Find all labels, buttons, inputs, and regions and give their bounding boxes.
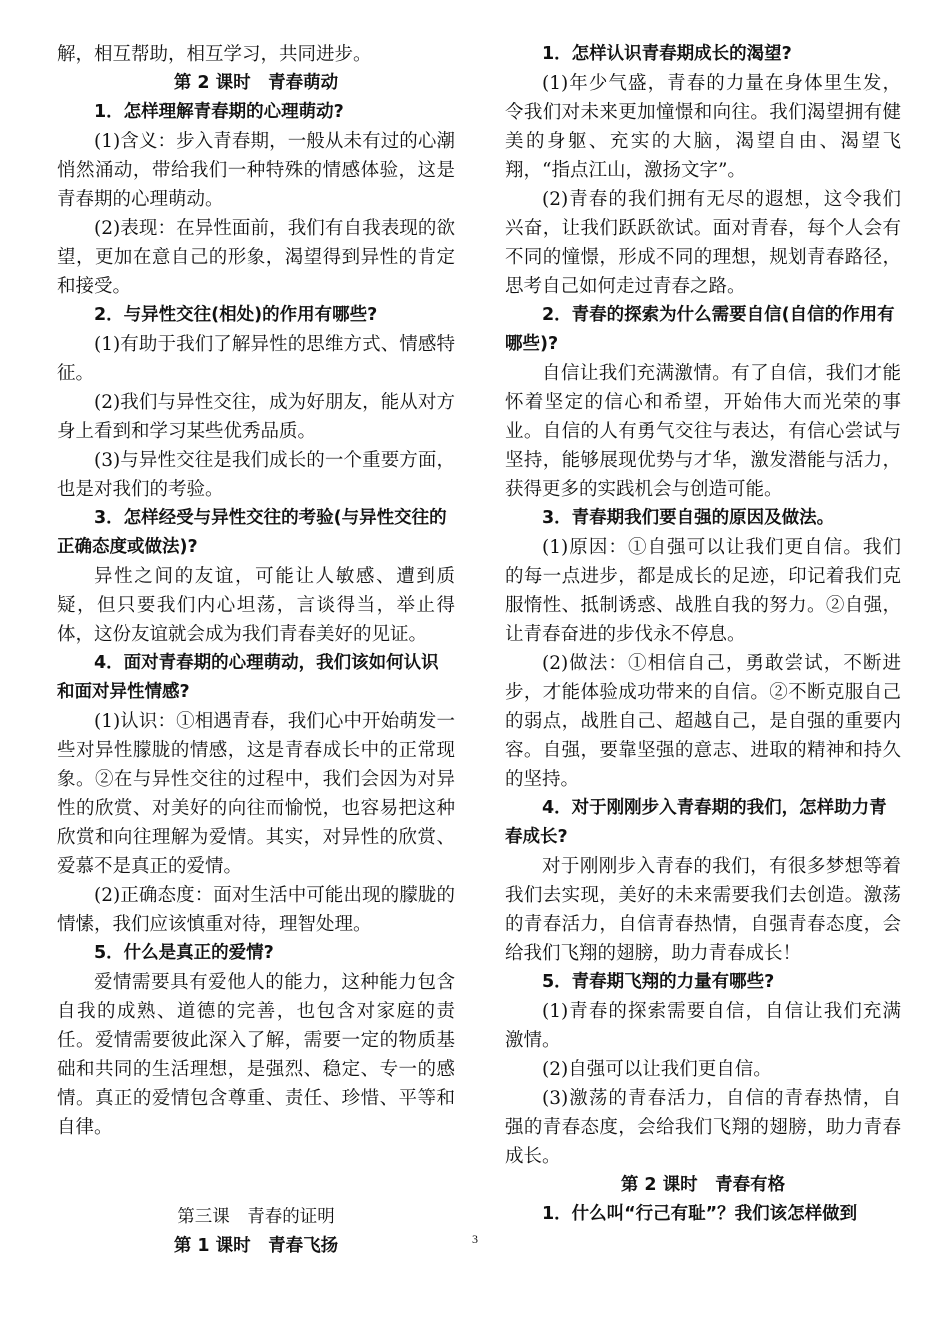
section-heading: 第 2 课时 青春萌动 <box>173 73 339 93</box>
spacer <box>57 1158 455 1187</box>
paragraph: 爱情需要具有爱他人的能力，这种能力包含自我的成熟、道德的完善，也包含对家庭的责任。爱情需要彼此深入了解，需要一定的物质基础和共同的生活理想，是强烈、稳定、专一的感情。真正的爱情包含尊重、责任、珍惜、平等和自律。 <box>57 972 455 1138</box>
question-heading: 3．青春期我们要自强的原因及做法。 <box>542 508 835 528</box>
right-column <box>505 40 901 1229</box>
paragraph: (2)青春的我们拥有无尽的遐想，这令我们兴奋，让我们跃跃欲试。面对青春，每个人会有不同的憧憬，形成不同的理想，规划青春路径，思考自己如何走过青春之路。 <box>505 189 901 297</box>
left-column <box>57 40 455 1261</box>
paragraph: (2)自强可以让我们更自信。 <box>542 1059 772 1080</box>
paragraph: (2)我们与异性交往，成为好朋友，能从对方身上看到和学习某些优秀品质。 <box>57 392 455 442</box>
paragraph: (3)与异性交往是我们成长的一个重要方面，也是对我们的考验。 <box>57 450 455 500</box>
paragraph: (1)含义：步入青春期，一般从未有过的心潮悄然涌动，带给我们一种特殊的情感体验，这是青春期的心理萌动。 <box>57 131 455 210</box>
page-number: 3 <box>472 1232 478 1246</box>
question-heading: 1．怎样认识青春期成长的渴望? <box>542 44 792 64</box>
question-heading: 2．与异性交往(相处)的作用有哪些? <box>94 305 378 325</box>
paragraph: 解，相互帮助，相互学习，共同进步。 <box>57 44 372 65</box>
question-heading: 1．什么叫“行己有耻”？我们该怎样做到 <box>542 1204 858 1224</box>
paragraph: (1)有助于我们了解异性的思维方式、情感特征。 <box>57 334 455 384</box>
question-heading: 3．怎样经受与异性交往的考验(与异性交往的正确态度或做法)? <box>57 508 447 557</box>
question-heading: 4．对于刚刚步入青春期的我们，怎样助力青春成长? <box>505 798 887 847</box>
paragraph: 自信让我们充满激情。有了自信，我们才能怀着坚定的信心和希望，开始伟大而光荣的事业。自信的人有勇气交往与表达，有信心尝试与坚持，能够展现优势与才华，激发潜能与活力，获得更多的实践机会与创造可能。 <box>505 363 901 500</box>
question-heading: 5．青春期飞翔的力量有哪些? <box>542 972 775 992</box>
lesson-title: 第三课 青春的证明 <box>177 1207 335 1227</box>
paragraph: (2)表现：在异性面前，我们有自我表现的欲望，更加在意自己的形象，渴望得到异性的肯定和接受。 <box>57 218 455 297</box>
question-heading: 2．青春的探索为什么需要自信(自信的作用有哪些)? <box>505 305 895 354</box>
section-heading: 第 1 课时 青春飞扬 <box>173 1236 339 1256</box>
paragraph: (1)原因：①自强可以让我们更自信。我们的每一点进步，都是成长的足迹，印记着我们克服惰性、抵制诱惑、战胜自我的努力。②自强，让青春奋进的步伐永不停息。 <box>505 537 901 645</box>
paragraph: (3)激荡的青春活力，自信的青春热情，自强的青春态度，会给我们飞翔的翅膀，助力青春成长。 <box>505 1088 901 1167</box>
paragraph: 对于刚刚步入青春的我们，有很多梦想等着我们去实现，美好的未来需要我们去创造。激荡的青春活力，自信青春热情，自强青春态度，会给我们飞翔的翅膀，助力青春成长！ <box>505 856 901 964</box>
paragraph: (2)正确态度：面对生活中可能出现的朦胧的情愫，我们应该慎重对待，理智处理。 <box>57 885 455 935</box>
paragraph: (1)青春的探索需要自信，自信让我们充满激情。 <box>505 1001 901 1051</box>
section-heading: 第 2 课时 青春有格 <box>620 1175 786 1195</box>
paragraph: (2)做法：①相信自己，勇敢尝试，不断进步，才能体验成功带来的自信。②不断克服自己的弱点，战胜自己、超越自己，是自强的重要内容。自强，要靠坚强的意志、进取的精神和持久的坚持。 <box>505 653 901 790</box>
question-heading: 4．面对青春期的心理萌动，我们该如何认识和面对异性情感? <box>57 653 439 702</box>
question-heading: 1．怎样理解青春期的心理萌动? <box>94 102 344 122</box>
paragraph: (1)认识：①相遇青春，我们心中开始萌发一些对异性朦胧的情感，这是青春成长中的正常现象。②在与异性交往的过程中，我们会因为对异性的欣赏、对美好的向往而愉悦，也容易把这种欣赏和向往理解为爱情。其实，对异性的欣赏、爱慕不是真正的爱情。 <box>57 711 455 877</box>
paragraph: 异性之间的友谊，可能让人敏感、遭到质疑，但只要我们内心坦荡，言谈得当，举止得体，这份友谊就会成为我们青春美好的见证。 <box>57 566 455 645</box>
question-heading: 5．什么是真正的爱情? <box>94 943 274 963</box>
paragraph: (1)年少气盛，青春的力量在身体里生发，令我们对未来更加憧憬和向往。我们渴望拥有健美的身躯、充实的大脑，渴望自由、渴望飞翔，“指点江山，激扬文字”。 <box>505 73 901 181</box>
